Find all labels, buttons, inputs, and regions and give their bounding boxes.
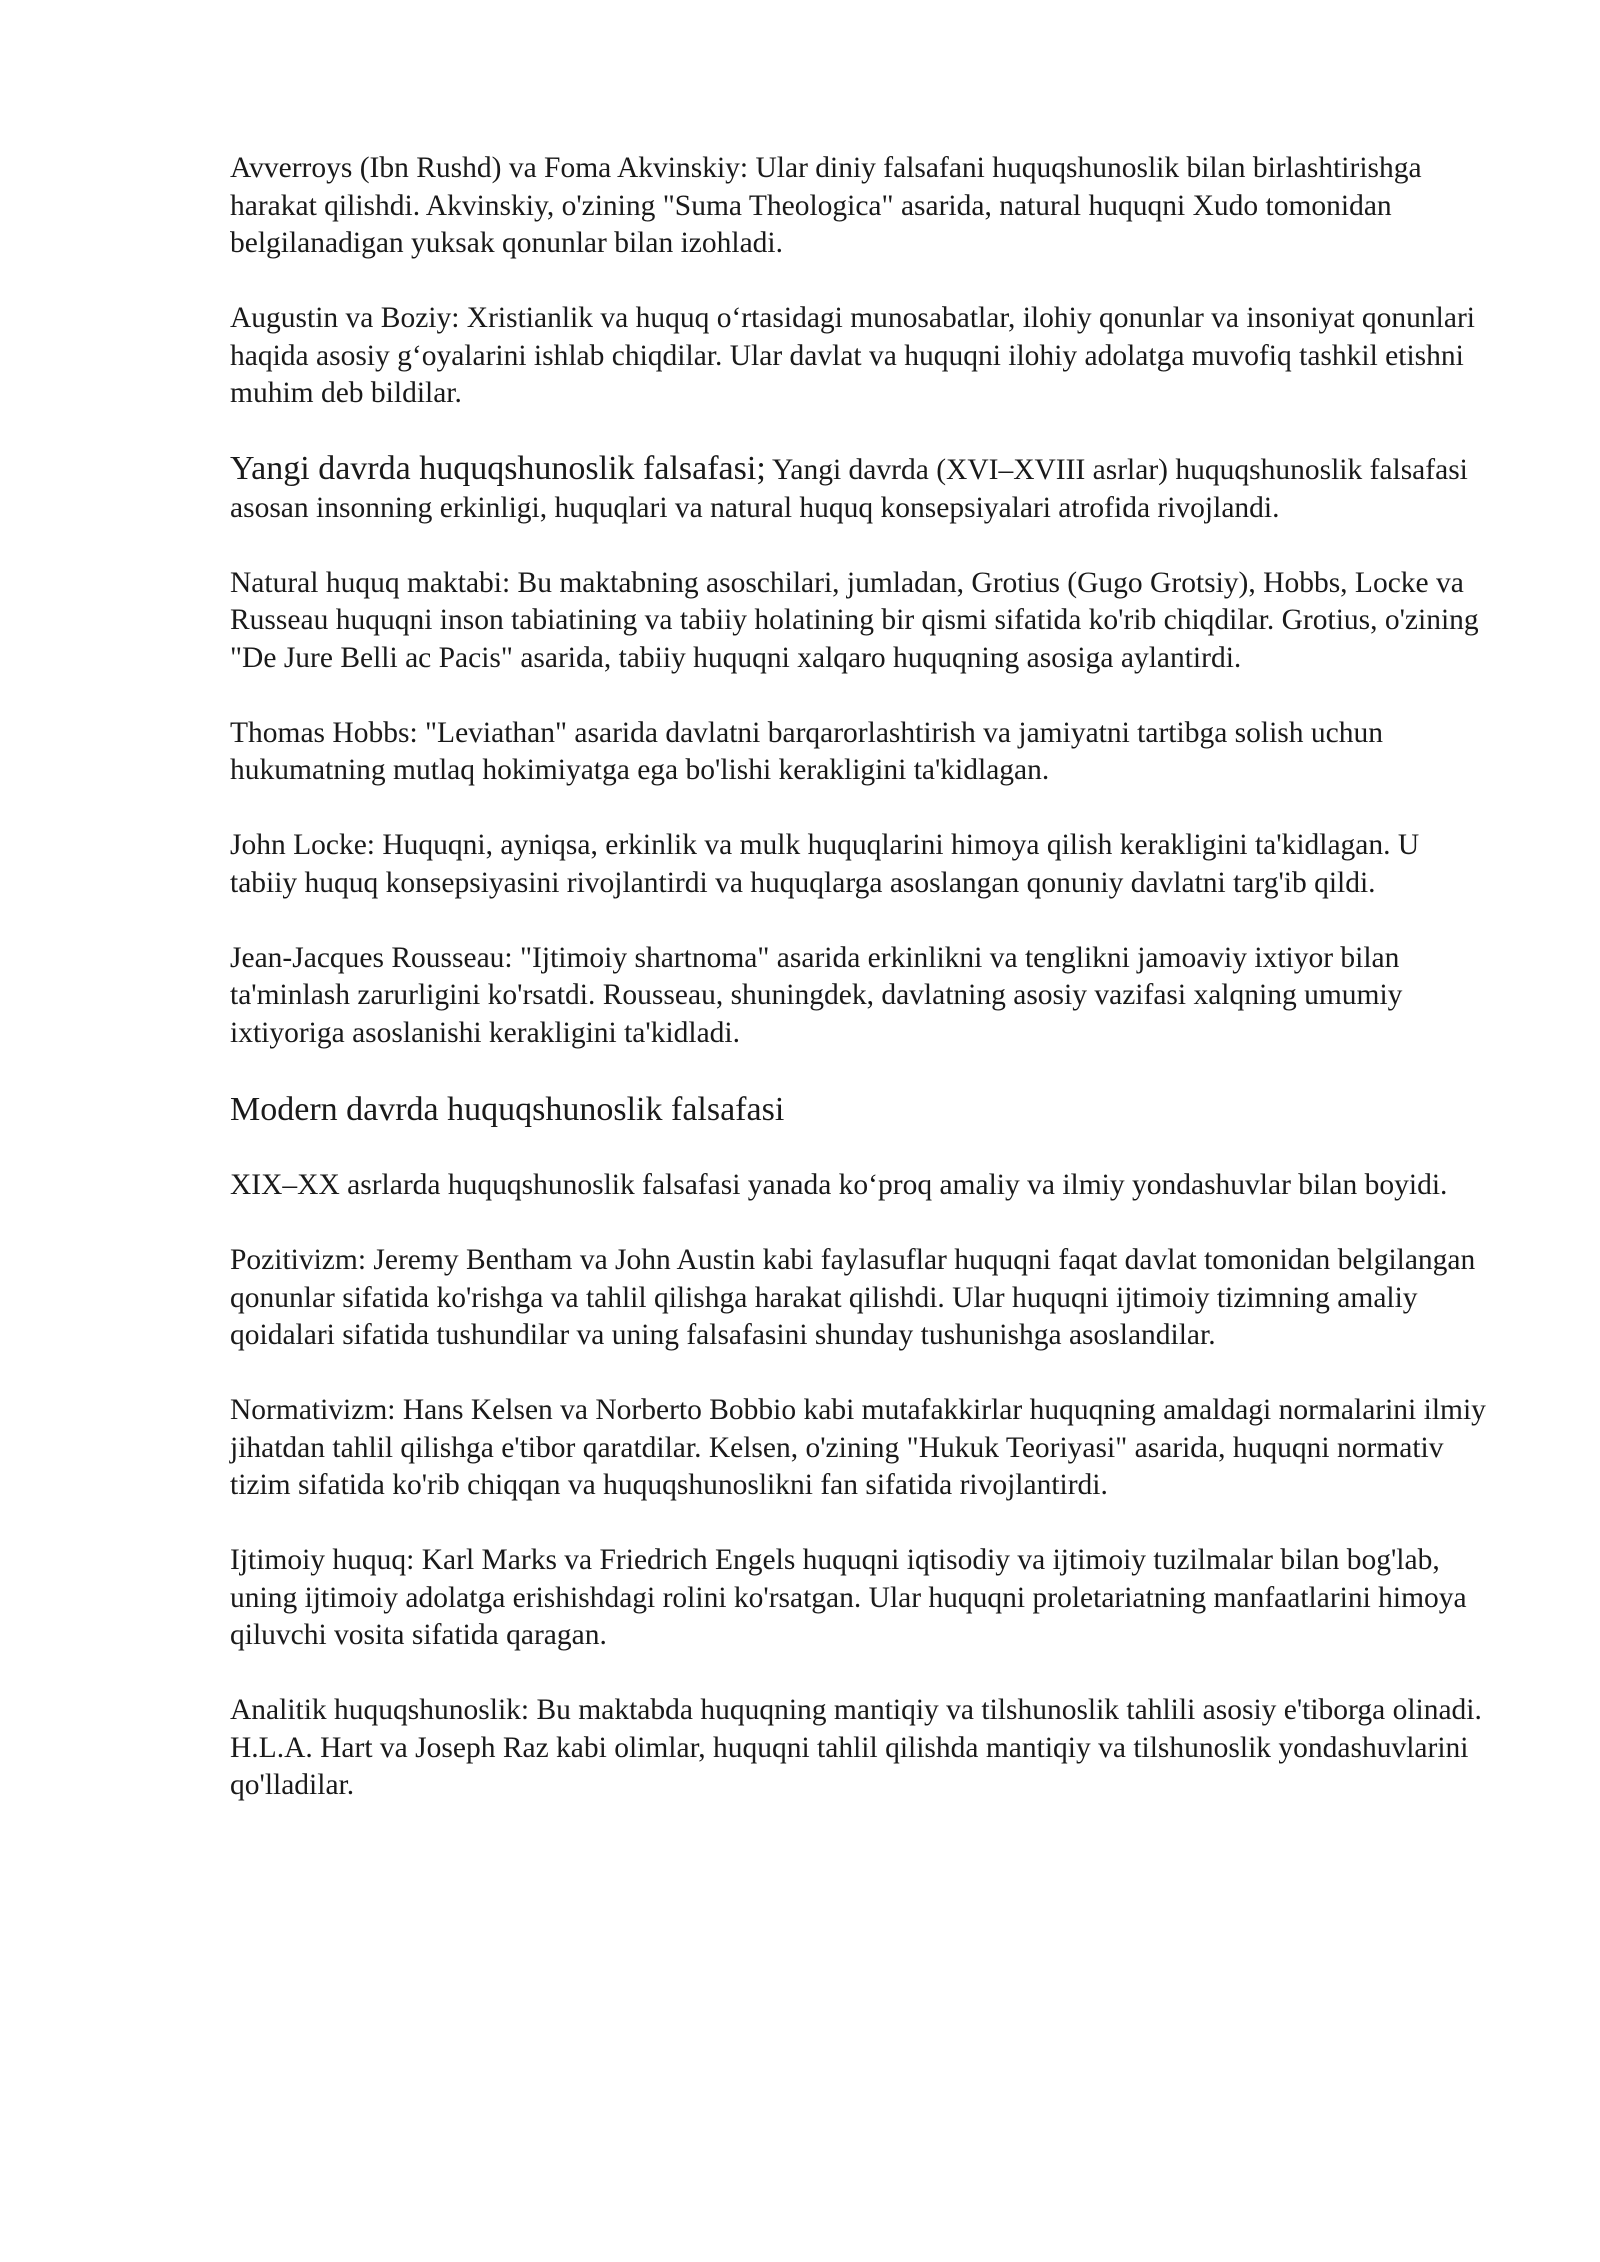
- paragraph-locke: John Locke: Huquqni, ayniqsa, erkinlik va mulk huquqlarini himoya qilish kerakligini ta'kidlagan. U tabiiy huquq konsepsiyasini rivojlantirdi va huquqlarga asoslangan qonuniy davlatni targ'ib qildi.: [230, 829, 1420, 899]
- paragraph-analitik: Analitik huquqshunoslik: Bu maktabda huquqning mantiqiy va tilshunoslik tahlili asosiy e'tiborga olinadi. H.L.A. Hart va Joseph Raz kabi olimlar, huquqni tahlil qilishda mantiqiy va tilshunoslik yondashuvlarini qo'lladilar.: [230, 1694, 1482, 1801]
- paragraph-yangi-davr-text: Yangi davrda (XVI–XVIII asrlar) huquqshunoslik falsafasi asosan insonning erkinligi, huquqlari va natural huquq konsepsiyalari atrofida rivojlandi.: [230, 454, 1468, 524]
- document-page: [230, 150, 1490, 1842]
- section-heading-modern-davr: Modern davrda huquqshunoslik falsafasi: [230, 1090, 785, 1128]
- paragraph-augustin: Augustin va Boziy: Xristianlik va huquq oʻrtasidagi munosabatlar, ilohiy qonunlar va insoniyat qonunlari haqida asosiy gʻoyalarini ishlab chiqdilar. Ular davlat va huquqni ilohiy adolatga muvofiq tashkil etishni muhim deb bildilar.: [230, 302, 1475, 409]
- paragraph-normativizm: Normativizm: Hans Kelsen va Norberto Bobbio kabi mutafakkirlar huquqning amaldagi normalarini ilmiy jihatdan tahlil qilishga e'tibor qaratdilar. Kelsen, o'zining "Hukuk Teoriyasi" asarida, huquqni normativ tizim sifatida ko'rib chiqqan va huquqshunoslikni fan sifatida rivojlantirdi.: [230, 1394, 1486, 1501]
- paragraph-avverroys: Avverroys (Ibn Rushd) va Foma Akvinskiy: Ular diniy falsafani huquqshunoslik bilan birlashtirishga harakat qilishdi. Akvinskiy, o'zining "Suma Theologica" asarida, natural huquqni Xudo tomonidan belgilanadigan yuksak qonunlar bilan izohladi.: [230, 152, 1422, 259]
- paragraph-xix-xx: XIX–XX asrlarda huquqshunoslik falsafasi yanada koʻproq amaliy va ilmiy yondashuvlar bilan boyidi.: [230, 1169, 1448, 1201]
- section-heading-yangi-davr: Yangi davrda huquqshunoslik falsafasi;: [230, 450, 766, 487]
- paragraph-ijtimoiy-huquq: Ijtimoiy huquq: Karl Marks va Friedrich Engels huquqni iqtisodiy va ijtimoiy tuzilmalar bilan bog'lab, uning ijtimoiy adolatga erishishdagi rolini ko'rsatgan. Ular huquqni proletariatning manfaatlarini himoya qiluvchi vosita sifatida qaragan.: [230, 1544, 1467, 1651]
- paragraph-yangi-davr: [230, 450, 1490, 527]
- paragraph-rousseau: Jean-Jacques Rousseau: "Ijtimoiy shartnoma" asarida erkinlikni va tenglikni jamoaviy ixtiyor bilan ta'minlash zarurligini ko'rsatdi. Rousseau, shuningdek, davlatning asosiy vazifasi xalqning umumiy ixtiyoriga asoslanishi kerakligini ta'kidladi.: [230, 941, 1403, 1049]
- paragraph-hobbs: Thomas Hobbs: "Leviathan" asarida davlatni barqarorlashtirish va jamiyatni tartibga solish uchun hukumatning mutlaq hokimiyatga ega bo'lishi kerakligini ta'kidlagan.: [230, 716, 1383, 786]
- paragraph-pozitivizm: Pozitivizm: Jeremy Bentham va John Austin kabi faylasuflar huquqni faqat davlat tomonidan belgilangan qonunlar sifatida ko'rishga va tahlil qilishga harakat qilishdi. Ular huquqni ijtimoiy tizimning amaliy qoidalari sifatida tushundilar va uning falsafasini shunday tushunishga asoslandilar.: [230, 1244, 1476, 1351]
- paragraph-natural-huquq: Natural huquq maktabi: Bu maktabning asoschilari, jumladan, Grotius (Gugo Grotsiy), Hobbs, Locke va Russeau huquqni inson tabiatining va tabiiy holatining bir qismi sifatida ko'rib chiqdilar. Grotius, o'zining "De Jure Belli ac Pacis" asarida, tabiiy huquqni xalqaro huquqning asosiga aylantirdi.: [230, 566, 1479, 674]
